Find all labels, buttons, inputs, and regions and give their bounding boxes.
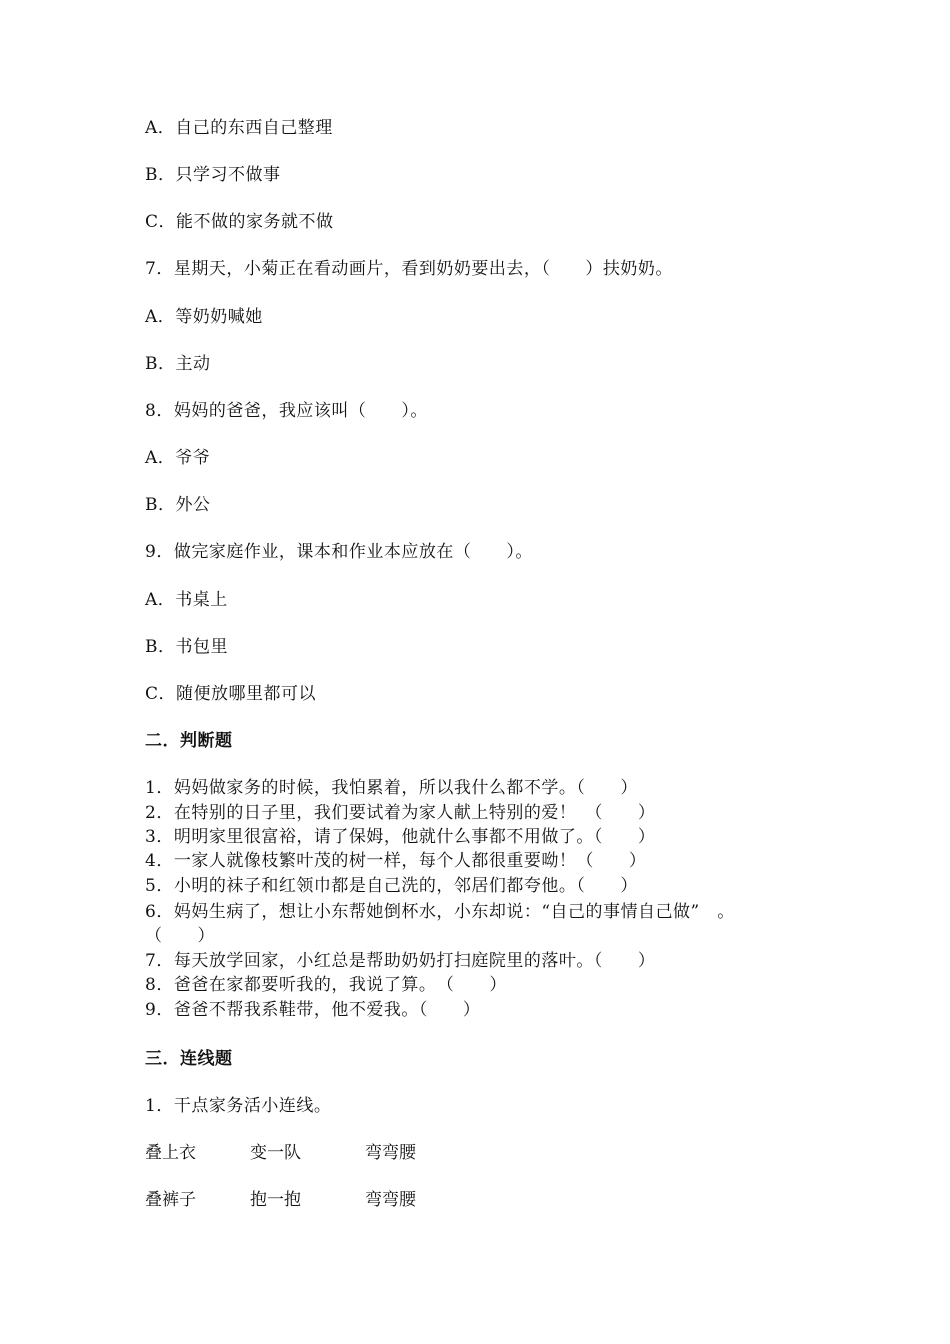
section-heading-judge: 二．判断题 (145, 731, 233, 751)
match-row-2-col-1: 叠裤子 (145, 1190, 196, 1210)
judge-item-2: 2．在特别的日子里，我们要试着为家人献上特别的爱！ （ ） (145, 803, 656, 823)
match-row-1-col-2: 变一队 (250, 1143, 301, 1163)
judge-item-6-blank: （ ） (145, 926, 215, 946)
judge-item-8: 8．爸爸在家都要听我的，我说了算。 （ ） (145, 975, 507, 995)
option-6a: A．自己的东西自己整理 (145, 118, 333, 138)
option-9b: B．书包里 (145, 637, 228, 657)
section-heading-match: 三．连线题 (145, 1049, 233, 1069)
option-7b: B．主动 (145, 354, 211, 374)
option-8a: A．爷爷 (145, 448, 211, 468)
judge-item-4: 4．一家人就像枝繁叶茂的树一样，每个人都很重要呦！（ ） (145, 851, 647, 871)
judge-item-9: 9．爸爸不帮我系鞋带，他不爱我。（ ） (145, 1000, 481, 1020)
option-9c: C．随便放哪里都可以 (145, 684, 317, 704)
judge-item-1: 1．妈妈做家务的时候，我怕累着，所以我什么都不学。（ ） (145, 778, 638, 798)
judge-item-5: 5．小明的袜子和红领巾都是自己洗的，邻居们都夸他。（ ） (145, 876, 638, 896)
option-6c: C．能不做的家务就不做 (145, 212, 334, 232)
option-6b: B．只学习不做事 (145, 165, 281, 185)
match-row-2-col-2: 抱一抱 (250, 1190, 301, 1210)
option-8b: B．外公 (145, 495, 211, 515)
judge-item-6: 6．妈妈生病了，想让小东帮她倒杯水，小东却说：“自己的事情自己做” 。 (145, 902, 735, 922)
judge-item-7: 7．每天放学回家，小红总是帮助奶奶打扫庭院里的落叶。（ ） (145, 951, 656, 971)
match-row-1-col-3: 弯弯腰 (365, 1143, 416, 1163)
match-question-1: 1．干点家务活小连线。 (145, 1096, 332, 1116)
option-9a: A．书桌上 (145, 590, 228, 610)
match-row-1-col-1: 叠上衣 (145, 1143, 196, 1163)
match-row-2-col-3: 弯弯腰 (365, 1190, 416, 1210)
question-8: 8．妈妈的爸爸，我应该叫（ ）。 (145, 401, 428, 421)
question-9: 9．做完家庭作业，课本和作业本应放在（ ）。 (145, 542, 533, 562)
option-7a: A．等奶奶喊她 (145, 307, 263, 327)
judge-item-3: 3．明明家里很富裕，请了保姆，他就什么事都不用做了。（ ） (145, 827, 656, 847)
question-7: 7．星期天，小菊正在看动画片，看到奶奶要出去，（ ）扶奶奶。 (145, 259, 673, 279)
